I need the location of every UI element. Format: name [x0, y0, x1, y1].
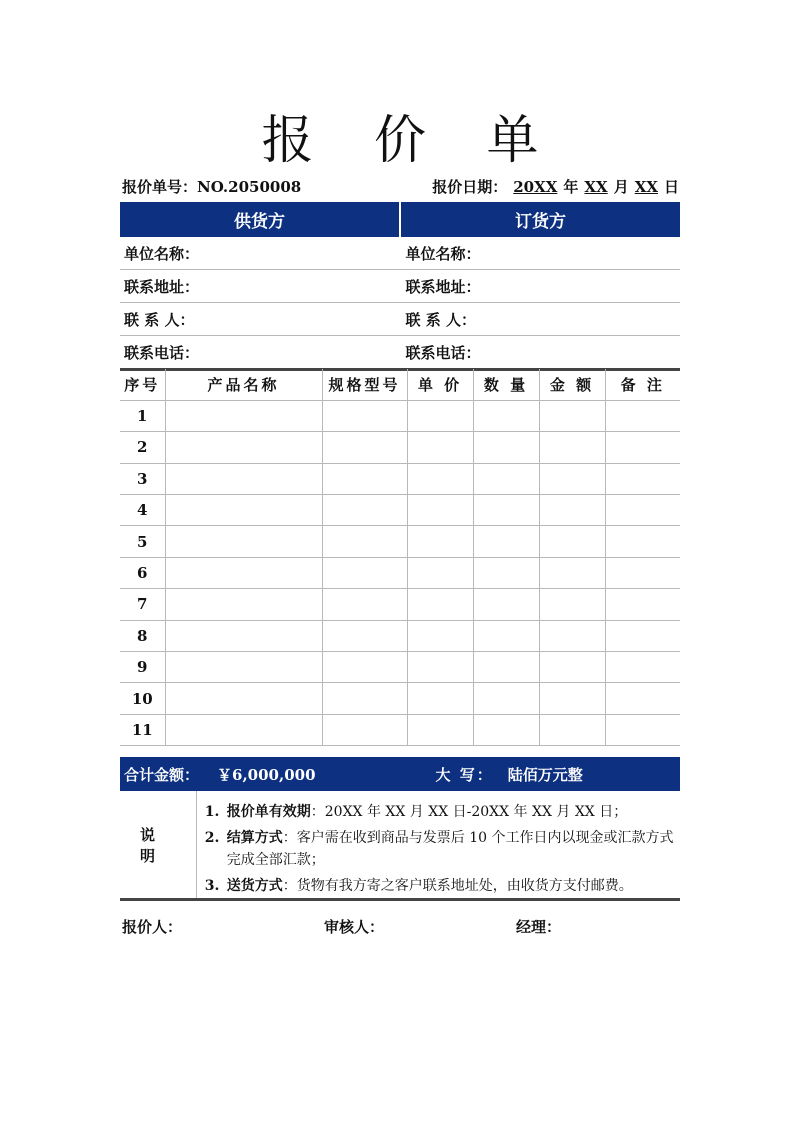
party-info: [120, 237, 680, 371]
row-number: 9: [120, 652, 165, 683]
year-unit: 年: [563, 178, 579, 196]
table-cell: [165, 400, 322, 431]
notes-list: [197, 791, 680, 898]
quote-number-value: NO.2050008: [197, 178, 302, 196]
table-row: [120, 495, 680, 526]
table-cell: [407, 589, 473, 620]
table-cell: [322, 557, 407, 588]
buyer-field: 单位名称：: [405, 244, 481, 263]
notes-section: [120, 791, 680, 901]
amount-in-words-label: 大 写：: [435, 765, 494, 784]
col-header: 单 价: [407, 369, 473, 400]
table-cell: [473, 620, 539, 651]
table-header-row: [120, 369, 680, 400]
quote-number-label: 报价单号：: [122, 178, 198, 196]
note-number: 3.: [204, 878, 220, 894]
amount-in-words-value: 陆佰万元整: [507, 765, 583, 784]
party-row: [120, 270, 680, 303]
notes-heading: 说明: [120, 791, 197, 898]
note-text: ：客户需在收到商品与发票后 10 个工作日内以现金或汇款方式完成全部汇款；: [226, 830, 674, 868]
table-cell: [539, 432, 605, 463]
table-cell: [322, 495, 407, 526]
table-cell: [322, 714, 407, 745]
table-cell: [165, 714, 322, 745]
row-number: 6: [120, 557, 165, 588]
table-cell: [473, 526, 539, 557]
quote-year: 20XX: [513, 178, 558, 196]
note-item: [204, 827, 680, 871]
quoter-signature: 报价人：: [122, 918, 183, 936]
col-header: 金 额: [539, 369, 605, 400]
product-table: [120, 369, 680, 746]
table-cell: [605, 557, 680, 588]
table-cell: [165, 432, 322, 463]
manager-signature: 经理：: [516, 918, 562, 936]
note-text: ：货物有我方寄之客户联系地址处，由收货方支付邮费。: [282, 878, 633, 894]
supplier-field: 联系电话：: [124, 343, 200, 362]
quote-date-label: 报价日期：: [432, 178, 508, 196]
party-row: [120, 303, 680, 336]
note-label: 结算方式: [226, 830, 283, 846]
note-item: [204, 801, 680, 823]
table-cell: [407, 495, 473, 526]
table-cell: [605, 463, 680, 494]
buyer-field: 联 系 人：: [405, 310, 476, 329]
table-cell: [407, 526, 473, 557]
table-cell: [473, 400, 539, 431]
note-number: 1.: [204, 804, 220, 820]
table-cell: [539, 589, 605, 620]
col-header: 规格型号: [322, 369, 407, 400]
note-label: 送货方式: [226, 878, 283, 894]
supplier-field: 联系地址：: [124, 277, 200, 296]
party-header-bar: [120, 202, 680, 237]
col-header: 备 注: [605, 369, 680, 400]
table-cell: [605, 432, 680, 463]
table-cell: [473, 589, 539, 620]
table-row: [120, 714, 680, 745]
row-number: 7: [120, 589, 165, 620]
total-bar: [120, 757, 680, 791]
buyer-heading: 订货方: [515, 212, 566, 232]
table-cell: [473, 432, 539, 463]
quote-day: XX: [634, 178, 658, 196]
table-cell: [539, 714, 605, 745]
table-cell: [165, 463, 322, 494]
col-header: 产品名称: [165, 369, 322, 400]
total-label: 合计金额：: [124, 765, 200, 784]
table-cell: [322, 526, 407, 557]
table-cell: [407, 652, 473, 683]
day-unit: 日: [663, 178, 679, 196]
table-cell: [165, 495, 322, 526]
table-cell: [605, 652, 680, 683]
table-cell: [605, 620, 680, 651]
quote-month: XX: [584, 178, 608, 196]
table-cell: [539, 400, 605, 431]
table-cell: [473, 714, 539, 745]
col-header: 数 量: [473, 369, 539, 400]
table-cell: [322, 589, 407, 620]
table-cell: [605, 589, 680, 620]
table-cell: [165, 652, 322, 683]
table-cell: [539, 463, 605, 494]
note-label: 报价单有效期: [226, 804, 311, 820]
table-cell: [605, 400, 680, 431]
table-cell: [473, 495, 539, 526]
table-cell: [322, 652, 407, 683]
month-unit: 月: [613, 178, 629, 196]
table-cell: [539, 526, 605, 557]
table-row: [120, 589, 680, 620]
table-row: [120, 400, 680, 431]
col-header: 序号: [120, 369, 165, 400]
table-cell: [605, 526, 680, 557]
table-cell: [539, 652, 605, 683]
table-cell: [165, 526, 322, 557]
table-cell: [322, 463, 407, 494]
buyer-field: 联系地址：: [405, 277, 481, 296]
row-number: 11: [120, 714, 165, 745]
table-cell: [407, 400, 473, 431]
table-row: [120, 432, 680, 463]
table-cell: [539, 683, 605, 714]
note-item: [204, 875, 680, 897]
table-cell: [322, 400, 407, 431]
table-cell: [407, 620, 473, 651]
table-cell: [165, 683, 322, 714]
supplier-heading: 供货方: [120, 202, 401, 237]
row-number: 10: [120, 683, 165, 714]
table-cell: [539, 557, 605, 588]
note-text: ：20XX 年 XX 月 XX 日-20XX 年 XX 月 XX 日；: [310, 804, 628, 820]
table-cell: [407, 714, 473, 745]
buyer-field: 联系电话：: [405, 343, 481, 362]
party-row: [120, 237, 680, 270]
table-row: [120, 463, 680, 494]
table-cell: [473, 652, 539, 683]
table-cell: [605, 714, 680, 745]
table-cell: [473, 463, 539, 494]
party-row: [120, 336, 680, 371]
supplier-field: 单位名称：: [124, 244, 200, 263]
table-cell: [322, 620, 407, 651]
row-number: 8: [120, 620, 165, 651]
table-cell: [407, 557, 473, 588]
table-cell: [539, 495, 605, 526]
table-cell: [539, 620, 605, 651]
table-cell: [165, 620, 322, 651]
table-cell: [165, 557, 322, 588]
row-number: 3: [120, 463, 165, 494]
quote-number: [122, 176, 301, 197]
table-cell: [322, 683, 407, 714]
table-row: [120, 526, 680, 557]
table-row: [120, 557, 680, 588]
table-cell: [165, 589, 322, 620]
total-value: ￥6,000,000: [217, 765, 316, 784]
table-cell: [605, 495, 680, 526]
table-cell: [407, 683, 473, 714]
table-row: [120, 683, 680, 714]
table-row: [120, 652, 680, 683]
table-row: [120, 620, 680, 651]
table-cell: [407, 432, 473, 463]
table-cell: [473, 557, 539, 588]
table-cell: [407, 463, 473, 494]
reviewer-signature: 审核人：: [324, 918, 385, 936]
row-number: 4: [120, 495, 165, 526]
page-title: 报 价 单: [261, 111, 561, 171]
table-cell: [473, 683, 539, 714]
row-number: 5: [120, 526, 165, 557]
quote-date: [432, 176, 679, 197]
note-number: 2.: [204, 830, 220, 846]
table-cell: [605, 683, 680, 714]
row-number: 2: [120, 432, 165, 463]
table-cell: [322, 432, 407, 463]
supplier-field: 联 系 人：: [124, 310, 195, 329]
row-number: 1: [120, 400, 165, 431]
